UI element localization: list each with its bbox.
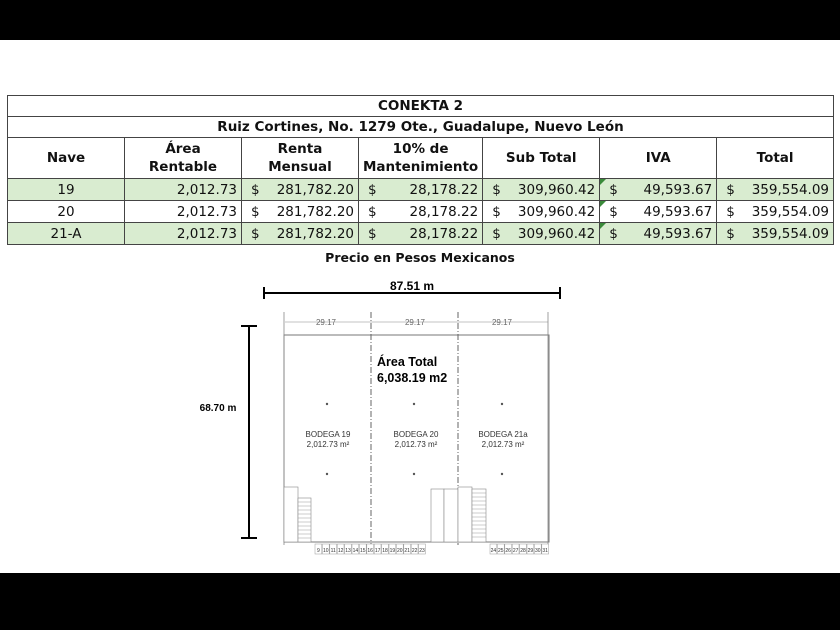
- dock-number: 17: [374, 548, 381, 554]
- header-nave: Nave: [8, 138, 125, 179]
- area-total-title: Área Total: [377, 355, 438, 369]
- site-plan: [0, 40, 840, 573]
- dock-number: 12: [337, 548, 344, 554]
- office-block: [458, 487, 472, 542]
- currency-symbol: $: [609, 204, 618, 220]
- cell-subtotal: $ 309,960.42: [483, 201, 600, 223]
- cell-renta: $ 281,782.20: [242, 179, 359, 201]
- cell-subtotal: $ 309,960.42: [483, 223, 600, 245]
- cell-mantenimiento: $ 28,178.22: [359, 223, 483, 245]
- dock-number: 21: [404, 548, 410, 554]
- table-address: Ruiz Cortines, No. 1279 Ote., Guadalupe, Nuevo León: [8, 117, 834, 138]
- stair-hatch-left: [298, 498, 311, 542]
- header-mant-line2: Mantenimiento: [363, 159, 479, 175]
- dock-number: 15: [360, 548, 366, 554]
- bay-width-label: 29.17: [404, 318, 426, 327]
- dock-number: 16: [367, 548, 373, 554]
- dock-doors-right: [490, 544, 549, 554]
- cell-nave: 21-A: [8, 223, 125, 245]
- dock-number: 22: [411, 548, 418, 554]
- dock-number: 28: [520, 548, 526, 554]
- dock-number: 24: [490, 548, 497, 554]
- stair-hatch-right: [472, 489, 486, 542]
- cell-area: 2,012.73: [125, 201, 242, 223]
- cell-iva: $ 49,593.67: [600, 179, 717, 201]
- cell-nave: 20: [8, 201, 125, 223]
- dock-number: 31: [542, 548, 548, 554]
- dock-number: 9: [317, 548, 320, 554]
- table-title: CONEKTA 2: [8, 96, 834, 117]
- cell-mantenimiento: $ 28,178.22: [359, 179, 483, 201]
- header-iva: IVA: [600, 138, 717, 179]
- cell-area: 2,012.73: [125, 179, 242, 201]
- dock-number: 14: [352, 548, 359, 554]
- currency-symbol: $: [368, 204, 377, 220]
- header-renta: Renta Mensual: [242, 138, 359, 179]
- currency-symbol: $: [492, 204, 501, 220]
- office-block: [444, 489, 458, 542]
- currency-note: Precio en Pesos Mexicanos: [325, 250, 515, 265]
- bodega-21a-area: 2,012.73 m²: [481, 440, 525, 449]
- bodega-20-area: 2,012.73 m²: [394, 440, 438, 449]
- bodega-19-area: 2,012.73 m²: [306, 440, 350, 449]
- cell-nave: 19: [8, 179, 125, 201]
- header-area: Área Rentable: [125, 138, 242, 179]
- currency-symbol: $: [726, 226, 735, 242]
- dock-number: 29: [527, 548, 534, 554]
- cell-renta: $ 281,782.20: [242, 223, 359, 245]
- bodega-21a-name: BODEGA 21a: [478, 430, 528, 439]
- dock-number: 23: [419, 548, 425, 554]
- dock-doors-left: [315, 544, 425, 554]
- dock-number: 30: [535, 548, 541, 554]
- bodega-20-name: BODEGA 20: [393, 430, 439, 439]
- dock-number: 19: [389, 548, 396, 554]
- dock-number: 18: [382, 548, 388, 554]
- dock-number: 26: [505, 548, 511, 554]
- cell-total: $ 359,554.09: [717, 179, 834, 201]
- dock-number: 25: [498, 548, 504, 554]
- document-page: [0, 40, 840, 573]
- bay-width-label: 29.17: [315, 318, 337, 327]
- dock-number: 13: [345, 548, 351, 554]
- currency-symbol: $: [726, 182, 735, 198]
- cell-subtotal: $ 309,960.42: [483, 179, 600, 201]
- header-total: Total: [717, 138, 834, 179]
- bay-width-label: 29.17: [491, 318, 513, 327]
- cell-iva: $ 49,593.67: [600, 223, 717, 245]
- cell-total: $ 359,554.09: [717, 201, 834, 223]
- cell-total: $ 359,554.09: [717, 223, 834, 245]
- dock-number: 10: [323, 548, 329, 554]
- cell-area: 2,012.73: [125, 223, 242, 245]
- cell-renta: $ 281,782.20: [242, 201, 359, 223]
- currency-symbol: $: [251, 204, 260, 220]
- cell-mantenimiento: $ 28,178.22: [359, 201, 483, 223]
- dock-number: 20: [397, 548, 403, 554]
- column-markers: [326, 403, 503, 475]
- dock-number: 27: [512, 548, 519, 554]
- dock-number: 11: [330, 548, 336, 554]
- width-label: 87.51 m: [389, 279, 435, 293]
- currency-symbol: $: [609, 182, 618, 198]
- currency-symbol: $: [251, 182, 260, 198]
- office-block: [284, 487, 298, 542]
- header-subtotal: Sub Total: [483, 138, 600, 179]
- currency-symbol: $: [726, 204, 735, 220]
- bodega-19-name: BODEGA 19: [305, 430, 351, 439]
- currency-symbol: $: [609, 226, 618, 242]
- currency-symbol: $: [251, 226, 260, 242]
- currency-symbol: $: [492, 182, 501, 198]
- currency-symbol: $: [368, 182, 377, 198]
- cell-iva: $ 49,593.67: [600, 201, 717, 223]
- currency-symbol: $: [492, 226, 501, 242]
- currency-symbol: $: [368, 226, 377, 242]
- header-mant-line1: 10% de: [392, 141, 449, 157]
- office-block: [431, 489, 444, 542]
- area-total-value: 6,038.19 m2: [377, 371, 448, 385]
- height-label: 68.70 m: [199, 403, 237, 414]
